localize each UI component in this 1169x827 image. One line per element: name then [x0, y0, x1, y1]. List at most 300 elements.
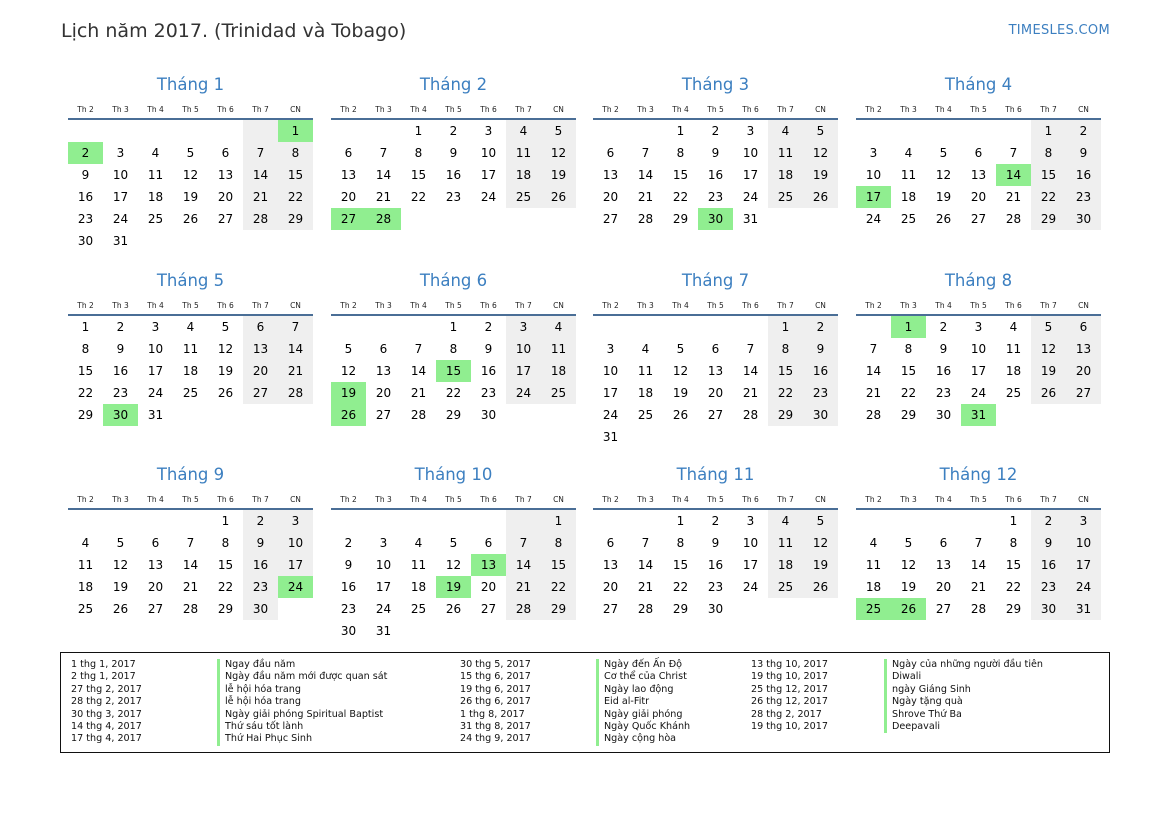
day-cell[interactable]: 19	[672, 386, 689, 400]
day-cell[interactable]: 15	[217, 558, 234, 572]
day-cell[interactable]: 15	[410, 168, 427, 182]
day-cell[interactable]: 15	[278, 164, 313, 186]
day-cell[interactable]: 10	[375, 558, 392, 572]
day-cell[interactable]: 12	[672, 364, 689, 378]
day-cell[interactable]: 28	[243, 208, 278, 230]
day-cell[interactable]: 8	[768, 338, 803, 360]
day-cell[interactable]: 21	[970, 580, 987, 594]
day-cell[interactable]: 22	[278, 186, 313, 208]
day-cell[interactable]: 21	[1005, 190, 1022, 204]
day-cell[interactable]: 8	[1031, 142, 1066, 164]
day-cell[interactable]: 3	[746, 124, 755, 138]
holiday-day-cell[interactable]: 31	[961, 404, 996, 426]
day-cell[interactable]: 24	[742, 580, 759, 594]
holiday-day-cell[interactable]: 19	[331, 382, 366, 404]
day-cell[interactable]: 2	[1031, 510, 1066, 532]
day-cell[interactable]: 29	[672, 212, 689, 226]
day-cell[interactable]: 6	[606, 536, 615, 550]
day-cell[interactable]: 12	[803, 142, 838, 164]
day-cell[interactable]: 7	[641, 146, 650, 160]
day-cell[interactable]: 30	[1031, 598, 1066, 620]
day-cell[interactable]: 25	[1005, 386, 1022, 400]
day-cell[interactable]: 29	[217, 602, 234, 616]
day-cell[interactable]: 17	[742, 168, 759, 182]
day-cell[interactable]: 16	[707, 168, 724, 182]
day-cell[interactable]: 26	[803, 186, 838, 208]
day-cell[interactable]: 18	[541, 360, 576, 382]
day-cell[interactable]: 30	[803, 404, 838, 426]
day-cell[interactable]: 8	[676, 536, 685, 550]
day-cell[interactable]: 15	[900, 364, 917, 378]
day-cell[interactable]: 9	[243, 532, 278, 554]
day-cell[interactable]: 6	[606, 146, 615, 160]
day-cell[interactable]: 3	[746, 514, 755, 528]
day-cell[interactable]: 2	[711, 514, 720, 528]
day-cell[interactable]: 13	[243, 338, 278, 360]
day-cell[interactable]: 11	[506, 142, 541, 164]
day-cell[interactable]: 1	[676, 124, 685, 138]
day-cell[interactable]: 5	[116, 536, 125, 550]
day-cell[interactable]: 29	[541, 598, 576, 620]
day-cell[interactable]: 22	[541, 576, 576, 598]
day-cell[interactable]: 26	[1031, 382, 1066, 404]
day-cell[interactable]: 4	[1009, 320, 1018, 334]
day-cell[interactable]: 11	[541, 338, 576, 360]
day-cell[interactable]: 5	[186, 146, 195, 160]
day-cell[interactable]: 1	[768, 316, 803, 338]
day-cell[interactable]: 8	[81, 342, 90, 356]
day-cell[interactable]: 5	[344, 342, 353, 356]
day-cell[interactable]: 3	[484, 124, 493, 138]
day-cell[interactable]: 10	[506, 338, 541, 360]
day-cell[interactable]: 26	[672, 408, 689, 422]
day-cell[interactable]: 23	[340, 602, 357, 616]
day-cell[interactable]: 2	[116, 320, 125, 334]
day-cell[interactable]: 3	[606, 342, 615, 356]
day-cell[interactable]: 16	[935, 364, 952, 378]
day-cell[interactable]: 11	[1005, 342, 1022, 356]
day-cell[interactable]: 22	[410, 190, 427, 204]
day-cell[interactable]: 8	[449, 342, 458, 356]
day-cell[interactable]: 25	[506, 186, 541, 208]
day-cell[interactable]: 27	[935, 602, 952, 616]
day-cell[interactable]: 25	[77, 602, 94, 616]
day-cell[interactable]: 11	[768, 532, 803, 554]
day-cell[interactable]: 14	[243, 164, 278, 186]
day-cell[interactable]: 24	[602, 408, 619, 422]
day-cell[interactable]: 8	[278, 142, 313, 164]
day-cell[interactable]: 2	[243, 510, 278, 532]
day-cell[interactable]: 8	[541, 532, 576, 554]
day-cell[interactable]: 27	[217, 212, 234, 226]
day-cell[interactable]: 17	[112, 190, 129, 204]
day-cell[interactable]: 1	[221, 514, 230, 528]
day-cell[interactable]: 17	[506, 360, 541, 382]
holiday-day-cell[interactable]: 2	[68, 142, 103, 164]
day-cell[interactable]: 26	[803, 576, 838, 598]
day-cell[interactable]: 16	[243, 554, 278, 576]
day-cell[interactable]: 18	[506, 164, 541, 186]
day-cell[interactable]: 6	[939, 536, 948, 550]
day-cell[interactable]: 28	[278, 382, 313, 404]
day-cell[interactable]: 29	[77, 408, 94, 422]
day-cell[interactable]: 7	[379, 146, 388, 160]
day-cell[interactable]: 24	[742, 190, 759, 204]
day-cell[interactable]: 4	[151, 146, 160, 160]
day-cell[interactable]: 26	[445, 602, 462, 616]
day-cell[interactable]: 31	[147, 408, 164, 422]
day-cell[interactable]: 4	[904, 146, 913, 160]
day-cell[interactable]: 16	[340, 580, 357, 594]
day-cell[interactable]: 4	[186, 320, 195, 334]
day-cell[interactable]: 21	[637, 580, 654, 594]
day-cell[interactable]: 12	[803, 532, 838, 554]
day-cell[interactable]: 5	[803, 120, 838, 142]
day-cell[interactable]: 28	[865, 408, 882, 422]
day-cell[interactable]: 8	[676, 146, 685, 160]
day-cell[interactable]: 18	[865, 580, 882, 594]
day-cell[interactable]: 9	[449, 146, 458, 160]
day-cell[interactable]: 20	[1066, 360, 1101, 382]
day-cell[interactable]: 19	[900, 580, 917, 594]
day-cell[interactable]: 22	[77, 386, 94, 400]
day-cell[interactable]: 14	[506, 554, 541, 576]
day-cell[interactable]: 28	[637, 602, 654, 616]
day-cell[interactable]: 2	[1066, 120, 1101, 142]
day-cell[interactable]: 15	[1005, 558, 1022, 572]
day-cell[interactable]: 25	[147, 212, 164, 226]
day-cell[interactable]: 5	[541, 120, 576, 142]
day-cell[interactable]: 25	[900, 212, 917, 226]
day-cell[interactable]: 8	[1009, 536, 1018, 550]
day-cell[interactable]: 5	[803, 510, 838, 532]
day-cell[interactable]: 15	[77, 364, 94, 378]
day-cell[interactable]: 18	[182, 364, 199, 378]
day-cell[interactable]: 13	[217, 168, 234, 182]
holiday-day-cell[interactable]: 30	[698, 208, 733, 230]
day-cell[interactable]: 15	[1031, 164, 1066, 186]
day-cell[interactable]: 7	[414, 342, 423, 356]
day-cell[interactable]: 9	[81, 168, 90, 182]
day-cell[interactable]: 30	[935, 408, 952, 422]
day-cell[interactable]: 17	[480, 168, 497, 182]
day-cell[interactable]: 28	[410, 408, 427, 422]
brand-link[interactable]: TIMESLES.COM	[1008, 23, 1110, 38]
day-cell[interactable]: 10	[112, 168, 129, 182]
day-cell[interactable]: 3	[1066, 510, 1101, 532]
day-cell[interactable]: 16	[112, 364, 129, 378]
day-cell[interactable]: 4	[641, 342, 650, 356]
day-cell[interactable]: 25	[410, 602, 427, 616]
day-cell[interactable]: 9	[344, 558, 353, 572]
day-cell[interactable]: 10	[147, 342, 164, 356]
day-cell[interactable]: 14	[182, 558, 199, 572]
day-cell[interactable]: 2	[484, 320, 493, 334]
day-cell[interactable]: 11	[637, 364, 654, 378]
day-cell[interactable]: 25	[768, 186, 803, 208]
day-cell[interactable]: 6	[243, 316, 278, 338]
day-cell[interactable]: 5	[1031, 316, 1066, 338]
day-cell[interactable]: 31	[112, 234, 129, 248]
day-cell[interactable]: 7	[243, 142, 278, 164]
day-cell[interactable]: 22	[768, 382, 803, 404]
day-cell[interactable]: 5	[904, 536, 913, 550]
day-cell[interactable]: 24	[1066, 576, 1101, 598]
day-cell[interactable]: 11	[865, 558, 882, 572]
holiday-day-cell[interactable]: 24	[278, 576, 313, 598]
holiday-day-cell[interactable]: 26	[891, 598, 926, 620]
day-cell[interactable]: 29	[278, 208, 313, 230]
day-cell[interactable]: 27	[1066, 382, 1101, 404]
day-cell[interactable]: 1	[676, 514, 685, 528]
day-cell[interactable]: 3	[116, 146, 125, 160]
day-cell[interactable]: 22	[1005, 580, 1022, 594]
day-cell[interactable]: 27	[375, 408, 392, 422]
day-cell[interactable]: 1	[414, 124, 423, 138]
day-cell[interactable]: 9	[484, 342, 493, 356]
day-cell[interactable]: 23	[445, 190, 462, 204]
day-cell[interactable]: 6	[484, 536, 493, 550]
day-cell[interactable]: 31	[1066, 598, 1101, 620]
day-cell[interactable]: 17	[1066, 554, 1101, 576]
day-cell[interactable]: 12	[217, 342, 234, 356]
day-cell[interactable]: 7	[278, 316, 313, 338]
day-cell[interactable]: 16	[803, 360, 838, 382]
day-cell[interactable]: 8	[414, 146, 423, 160]
day-cell[interactable]: 27	[602, 602, 619, 616]
day-cell[interactable]: 14	[742, 364, 759, 378]
day-cell[interactable]: 19	[541, 164, 576, 186]
day-cell[interactable]: 23	[1031, 576, 1066, 598]
day-cell[interactable]: 13	[935, 558, 952, 572]
day-cell[interactable]: 22	[672, 580, 689, 594]
day-cell[interactable]: 3	[379, 536, 388, 550]
day-cell[interactable]: 18	[77, 580, 94, 594]
day-cell[interactable]: 13	[970, 168, 987, 182]
day-cell[interactable]: 17	[602, 386, 619, 400]
holiday-day-cell[interactable]: 1	[278, 120, 313, 142]
day-cell[interactable]: 9	[711, 536, 720, 550]
day-cell[interactable]: 3	[506, 316, 541, 338]
day-cell[interactable]: 21	[742, 386, 759, 400]
day-cell[interactable]: 7	[746, 342, 755, 356]
holiday-day-cell[interactable]: 17	[856, 186, 891, 208]
day-cell[interactable]: 6	[344, 146, 353, 160]
day-cell[interactable]: 28	[182, 602, 199, 616]
day-cell[interactable]: 16	[707, 558, 724, 572]
day-cell[interactable]: 28	[970, 602, 987, 616]
day-cell[interactable]: 12	[900, 558, 917, 572]
day-cell[interactable]: 31	[602, 430, 619, 444]
day-cell[interactable]: 23	[803, 382, 838, 404]
holiday-day-cell[interactable]: 13	[471, 554, 506, 576]
day-cell[interactable]: 7	[506, 532, 541, 554]
day-cell[interactable]: 14	[970, 558, 987, 572]
day-cell[interactable]: 23	[77, 212, 94, 226]
day-cell[interactable]: 19	[182, 190, 199, 204]
day-cell[interactable]: 28	[742, 408, 759, 422]
day-cell[interactable]: 21	[278, 360, 313, 382]
day-cell[interactable]: 14	[278, 338, 313, 360]
day-cell[interactable]: 11	[410, 558, 427, 572]
day-cell[interactable]: 26	[217, 386, 234, 400]
holiday-day-cell[interactable]: 30	[103, 404, 138, 426]
day-cell[interactable]: 20	[340, 190, 357, 204]
holiday-day-cell[interactable]: 14	[996, 164, 1031, 186]
day-cell[interactable]: 27	[970, 212, 987, 226]
holiday-day-cell[interactable]: 26	[331, 404, 366, 426]
day-cell[interactable]: 20	[602, 190, 619, 204]
day-cell[interactable]: 21	[243, 186, 278, 208]
day-cell[interactable]: 1	[449, 320, 458, 334]
day-cell[interactable]: 20	[480, 580, 497, 594]
day-cell[interactable]: 20	[375, 386, 392, 400]
day-cell[interactable]: 16	[1066, 164, 1101, 186]
day-cell[interactable]: 7	[974, 536, 983, 550]
day-cell[interactable]: 13	[375, 364, 392, 378]
day-cell[interactable]: 22	[900, 386, 917, 400]
holiday-day-cell[interactable]: 15	[436, 360, 471, 382]
day-cell[interactable]: 17	[742, 558, 759, 572]
day-cell[interactable]: 19	[935, 190, 952, 204]
day-cell[interactable]: 23	[707, 190, 724, 204]
day-cell[interactable]: 7	[869, 342, 878, 356]
day-cell[interactable]: 2	[939, 320, 948, 334]
day-cell[interactable]: 14	[637, 558, 654, 572]
day-cell[interactable]: 18	[410, 580, 427, 594]
day-cell[interactable]: 10	[865, 168, 882, 182]
day-cell[interactable]: 18	[1005, 364, 1022, 378]
day-cell[interactable]: 24	[112, 212, 129, 226]
holiday-day-cell[interactable]: 28	[366, 208, 401, 230]
day-cell[interactable]: 27	[602, 212, 619, 226]
day-cell[interactable]: 23	[935, 386, 952, 400]
day-cell[interactable]: 13	[147, 558, 164, 572]
day-cell[interactable]: 24	[865, 212, 882, 226]
day-cell[interactable]: 11	[768, 142, 803, 164]
day-cell[interactable]: 1	[1009, 514, 1018, 528]
day-cell[interactable]: 13	[602, 168, 619, 182]
day-cell[interactable]: 17	[970, 364, 987, 378]
day-cell[interactable]: 11	[147, 168, 164, 182]
day-cell[interactable]: 17	[147, 364, 164, 378]
day-cell[interactable]: 10	[278, 532, 313, 554]
day-cell[interactable]: 23	[480, 386, 497, 400]
day-cell[interactable]: 22	[672, 190, 689, 204]
day-cell[interactable]: 25	[541, 382, 576, 404]
day-cell[interactable]: 23	[243, 576, 278, 598]
day-cell[interactable]: 24	[375, 602, 392, 616]
day-cell[interactable]: 18	[900, 190, 917, 204]
day-cell[interactable]: 5	[221, 320, 230, 334]
day-cell[interactable]: 20	[217, 190, 234, 204]
day-cell[interactable]: 10	[742, 146, 759, 160]
day-cell[interactable]: 12	[541, 142, 576, 164]
day-cell[interactable]: 6	[379, 342, 388, 356]
day-cell[interactable]: 14	[375, 168, 392, 182]
day-cell[interactable]: 10	[1066, 532, 1101, 554]
day-cell[interactable]: 21	[410, 386, 427, 400]
day-cell[interactable]: 9	[116, 342, 125, 356]
day-cell[interactable]: 3	[869, 146, 878, 160]
day-cell[interactable]: 27	[707, 408, 724, 422]
day-cell[interactable]: 13	[1066, 338, 1101, 360]
day-cell[interactable]: 31	[742, 212, 759, 226]
day-cell[interactable]: 24	[506, 382, 541, 404]
day-cell[interactable]: 14	[865, 364, 882, 378]
day-cell[interactable]: 9	[1031, 532, 1066, 554]
day-cell[interactable]: 28	[1005, 212, 1022, 226]
day-cell[interactable]: 3	[974, 320, 983, 334]
day-cell[interactable]: 22	[217, 580, 234, 594]
day-cell[interactable]: 13	[340, 168, 357, 182]
day-cell[interactable]: 9	[939, 342, 948, 356]
day-cell[interactable]: 20	[970, 190, 987, 204]
day-cell[interactable]: 9	[1066, 142, 1101, 164]
day-cell[interactable]: 23	[112, 386, 129, 400]
day-cell[interactable]: 2	[711, 124, 720, 138]
day-cell[interactable]: 16	[445, 168, 462, 182]
day-cell[interactable]: 5	[449, 536, 458, 550]
day-cell[interactable]: 22	[1031, 186, 1066, 208]
holiday-day-cell[interactable]: 1	[891, 316, 926, 338]
day-cell[interactable]: 27	[147, 602, 164, 616]
day-cell[interactable]: 29	[672, 602, 689, 616]
day-cell[interactable]: 7	[1009, 146, 1018, 160]
day-cell[interactable]: 26	[182, 212, 199, 226]
day-cell[interactable]: 8	[221, 536, 230, 550]
day-cell[interactable]: 26	[541, 186, 576, 208]
day-cell[interactable]: 15	[541, 554, 576, 576]
day-cell[interactable]: 29	[1031, 208, 1066, 230]
day-cell[interactable]: 19	[803, 164, 838, 186]
day-cell[interactable]: 17	[375, 580, 392, 594]
day-cell[interactable]: 11	[182, 342, 199, 356]
day-cell[interactable]: 28	[506, 598, 541, 620]
day-cell[interactable]: 9	[711, 146, 720, 160]
day-cell[interactable]: 26	[112, 602, 129, 616]
day-cell[interactable]: 15	[672, 168, 689, 182]
day-cell[interactable]: 29	[1005, 602, 1022, 616]
day-cell[interactable]: 30	[243, 598, 278, 620]
day-cell[interactable]: 7	[186, 536, 195, 550]
day-cell[interactable]: 1	[1031, 120, 1066, 142]
day-cell[interactable]: 3	[278, 510, 313, 532]
day-cell[interactable]: 12	[1031, 338, 1066, 360]
day-cell[interactable]: 7	[641, 536, 650, 550]
day-cell[interactable]: 19	[1031, 360, 1066, 382]
day-cell[interactable]: 15	[672, 558, 689, 572]
day-cell[interactable]: 14	[637, 168, 654, 182]
day-cell[interactable]: 19	[217, 364, 234, 378]
holiday-day-cell[interactable]: 27	[331, 208, 366, 230]
day-cell[interactable]: 12	[340, 364, 357, 378]
day-cell[interactable]: 18	[637, 386, 654, 400]
day-cell[interactable]: 29	[768, 404, 803, 426]
day-cell[interactable]: 25	[182, 386, 199, 400]
day-cell[interactable]: 17	[278, 554, 313, 576]
day-cell[interactable]: 2	[344, 536, 353, 550]
day-cell[interactable]: 8	[904, 342, 913, 356]
day-cell[interactable]: 25	[768, 576, 803, 598]
day-cell[interactable]: 9	[803, 338, 838, 360]
day-cell[interactable]: 2	[803, 316, 838, 338]
day-cell[interactable]: 10	[742, 536, 759, 550]
day-cell[interactable]: 21	[375, 190, 392, 204]
day-cell[interactable]: 27	[480, 602, 497, 616]
day-cell[interactable]: 4	[506, 120, 541, 142]
day-cell[interactable]: 21	[506, 576, 541, 598]
